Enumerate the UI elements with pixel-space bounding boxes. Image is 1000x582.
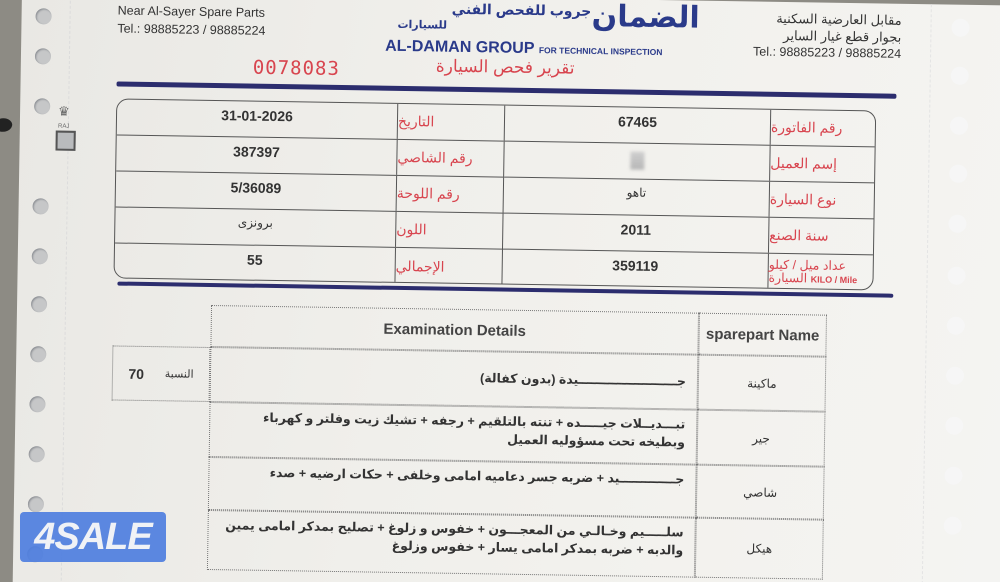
report-title: تقرير فحص السيارة xyxy=(435,56,575,78)
crown-watermark-icon: ♛ RAJ xyxy=(57,103,70,130)
odometer-label xyxy=(767,254,875,291)
odometer-value: 359119 xyxy=(612,257,659,275)
telephone: Tel.: 98885223 / 98885224 xyxy=(117,21,266,38)
odometer-label-line1: عداد ميل / كيلو xyxy=(768,257,847,273)
exam-row-gearbox-details: تبـــديــلات جيـــــده + تنته بالتلقيم + رجفه + تشيك زيت وفلتر و كهرباء وبطيخه تحت مسؤوليه العميل xyxy=(262,410,686,450)
logo-arabic-sub: جروب للفحص الفني xyxy=(451,0,592,19)
4sale-watermark-logo: 4SALE xyxy=(20,512,166,562)
examination-table xyxy=(113,303,853,558)
hole-icon xyxy=(32,248,48,264)
info-row-color xyxy=(115,207,503,249)
info-row-car-type xyxy=(504,178,877,220)
plate-number-label: رقم اللوحة xyxy=(396,176,505,213)
ratio-value: 70 xyxy=(128,365,145,382)
chassis-number-value: 387397 xyxy=(233,143,280,161)
logo-arabic-sub2: للسيارات xyxy=(397,18,448,32)
hole-icon xyxy=(950,117,968,135)
hole-icon xyxy=(34,98,50,114)
hole-icon xyxy=(31,296,47,312)
exam-row-engine-details: جـــــــــــــــــــــــيدة (بدون كفالة) xyxy=(480,371,687,389)
exam-row-gearbox-part: جير xyxy=(752,431,771,446)
hole-icon xyxy=(948,215,966,233)
serial-number: 0078083 xyxy=(252,56,341,81)
manufacture-year-label: سنة الصنع xyxy=(768,218,876,255)
hole-icon xyxy=(951,67,969,85)
info-row-plate xyxy=(116,172,504,214)
vehicle-info-left-column xyxy=(114,100,505,284)
date-label: التاريخ xyxy=(397,104,506,141)
car-type-label: نوع السيارة xyxy=(769,182,877,219)
info-row-total xyxy=(114,243,502,285)
ratio-cell xyxy=(112,345,211,402)
chassis-number-label: رقم الشاصي xyxy=(396,140,505,177)
inspection-report-paper xyxy=(12,0,1000,582)
color-label: اللون xyxy=(395,212,504,249)
perforation-line-right xyxy=(921,4,932,582)
customer-name-label: إسم العميل xyxy=(769,146,876,183)
hole-icon xyxy=(944,467,962,485)
ratio-label: النسبة xyxy=(164,368,194,381)
exam-row-engine-part: ماكينة xyxy=(747,375,777,391)
address-line-ar-1: مقابل العارضية السكنية xyxy=(776,10,902,28)
hole-icon xyxy=(35,8,51,24)
hole-icon xyxy=(945,417,963,435)
exam-row-body-details: سلـــــيم وخـالـي من المعجـــون + خفوس و زلوغ + تصليح بمدكر امامى يمين والدبه + ضربه بمدكر امامى يسار + خفوس وزلوغ xyxy=(225,518,684,558)
header-address-arabic xyxy=(721,9,902,63)
customer-name-value xyxy=(504,142,770,181)
hole-icon xyxy=(946,367,964,385)
hole-icon xyxy=(29,396,45,412)
hole-icon xyxy=(944,517,962,535)
hole-icon xyxy=(30,346,46,362)
exam-row-chassis-part: شاصي xyxy=(743,484,778,500)
examination-details-header: Examination Details xyxy=(383,320,527,340)
hole-icon xyxy=(29,446,45,462)
address-line-ar-2: بجوار قطع غيار الساير xyxy=(783,27,902,45)
perforation-holes-right xyxy=(942,5,982,582)
info-row-chassis xyxy=(116,136,504,178)
perforation-line-left xyxy=(57,0,71,582)
vehicle-info-right-column xyxy=(502,106,876,290)
total-label: الإجمالي xyxy=(394,248,503,286)
odometer-unit: KILO / Mile xyxy=(810,273,858,285)
vehicle-info-table xyxy=(113,98,876,290)
seal-stamp-icon xyxy=(55,131,75,151)
hole-icon xyxy=(951,19,969,37)
date-value: 31-01-2026 xyxy=(221,107,293,125)
info-row-date xyxy=(117,100,505,142)
hole-icon xyxy=(947,317,965,335)
address-line: Near Al-Sayer Spare Parts xyxy=(117,3,266,20)
plate-number-value: 5/36089 xyxy=(230,179,282,197)
hole-icon xyxy=(28,496,44,512)
background-object-icon xyxy=(0,115,14,134)
car-type-value: تاهو xyxy=(626,185,647,200)
info-row-customer xyxy=(504,142,876,184)
info-row-year xyxy=(503,214,876,256)
hole-icon xyxy=(949,165,967,183)
manufacture-year-value: 2011 xyxy=(620,221,652,238)
logo-arabic-main: الضمان xyxy=(591,0,700,35)
info-row-odometer xyxy=(502,250,875,291)
total-value: 55 xyxy=(246,251,263,268)
telephone: Tel.: 98885223 / 98885224 xyxy=(752,44,902,61)
hole-icon xyxy=(947,267,965,285)
header-address-english xyxy=(117,2,266,40)
perforation-holes-left xyxy=(26,0,60,582)
exam-row-chassis-details: جـــــــــــــيد + ضربه جسر دعاميه امامى وخلفى + حكات ارضيه + صدء xyxy=(269,465,685,487)
invoice-number-label: رقم الفاتورة xyxy=(770,110,877,147)
logo-english-main: AL-DAMAN GROUP xyxy=(385,37,535,58)
sparepart-name-header: sparepart Name xyxy=(705,325,820,345)
exam-row-body-part: هيكل xyxy=(746,541,773,556)
invoice-number-value: 67465 xyxy=(617,113,658,130)
info-row-invoice xyxy=(505,106,877,148)
color-value: برونزى xyxy=(237,215,274,230)
redacted-name xyxy=(630,152,644,170)
odometer-label-line2: KILO / Mile السيارة xyxy=(768,270,858,285)
hole-icon xyxy=(35,48,51,64)
header-divider xyxy=(116,81,896,98)
hole-icon xyxy=(32,198,48,214)
logo-english xyxy=(385,38,663,60)
logo-english-sub: FOR TECHNICAL INSPECTION xyxy=(538,45,663,58)
